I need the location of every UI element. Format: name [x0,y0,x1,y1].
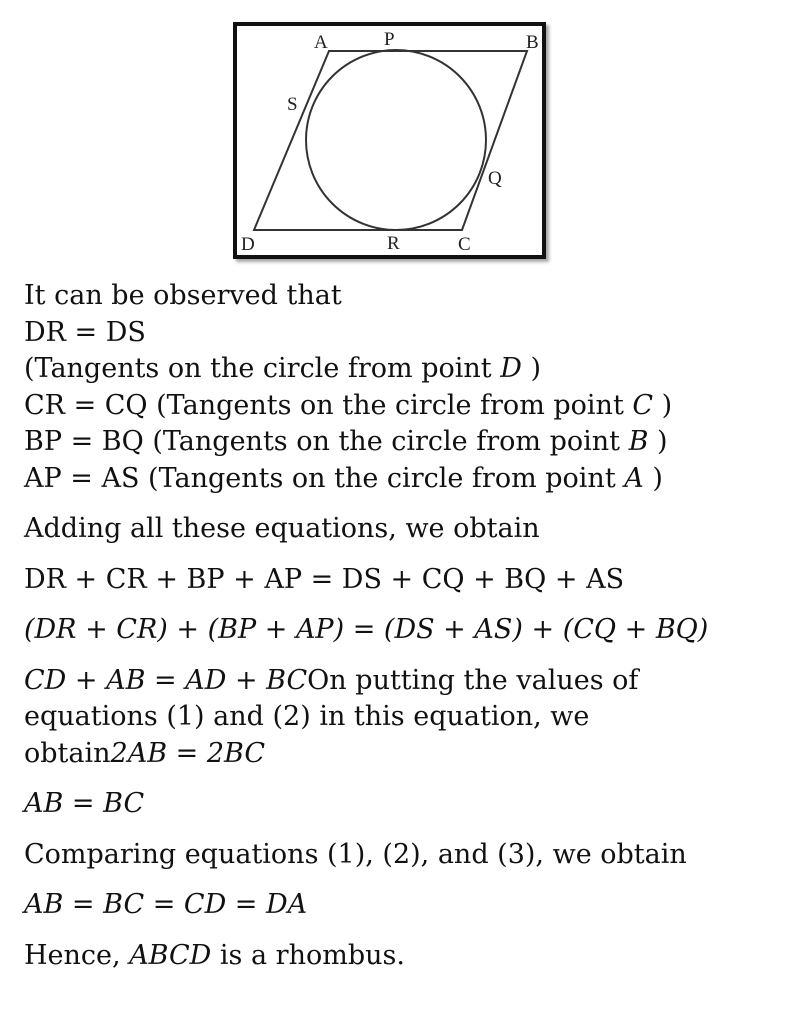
var-c: C [632,389,654,421]
text-span: ) [648,426,668,457]
label-s: S [287,94,298,115]
equation-dr-ds: DR = DS [24,316,146,348]
label-d: D [241,234,255,255]
text-span: On putting the values of [307,664,639,696]
text-span: obtain [24,737,111,769]
label-r: R [387,233,400,254]
solution-text [24,278,774,974]
diagram-svg [237,26,542,255]
equation-ap-as [24,461,774,498]
var-d: D [500,353,522,384]
equation-sum: DR + CR + BP + AP = DS + CQ + BQ + AS [24,563,625,595]
inscribed-circle [306,50,486,230]
var-a: A [624,462,644,494]
text-span: Hence, [24,939,130,971]
text-span: is a rhombus. [211,939,405,971]
text-span: (Tangents on the circle from point [24,353,501,384]
equation-cr-cq [24,388,774,425]
math-span: CD + AB = AD + BC [24,664,308,696]
text-comparing: Comparing equations (1), (2), and (3), we obtain [24,838,687,870]
text-span: ) [521,353,541,384]
label-p: P [384,29,395,50]
conclusion-rhombus [24,938,774,975]
equation-2ab [24,736,774,773]
text-span: ) [643,462,663,494]
equation-bp-bq [24,424,774,461]
equation-ab-bc: AB = BC [24,788,145,819]
label-a: A [314,32,328,53]
equation-all-equal: AB = BC = CD = DA [24,889,308,920]
reason-point-d [24,351,774,388]
equation-grouped: (DR + CR) + (BP + AP) = (DS + AS) + (CQ + BQ) [24,614,709,645]
text-adding: Adding all these equations, we obtain [24,513,540,544]
label-q: Q [488,168,502,189]
text-span: AP = AS (Tangents on the circle from point [24,462,625,494]
text-equations-ref: equations (1) and (2) in this equation, we [24,701,590,732]
math-span: 2AB = 2BC [110,737,266,769]
label-c: C [458,234,471,255]
equation-cd-ab [24,663,774,700]
var-b: B [628,426,649,457]
text-span: BP = BQ (Tangents on the circle from point [24,426,629,457]
text-span: CR = CQ (Tangents on the circle from point [24,389,633,421]
text-span: ) [653,389,673,421]
figure-rhombus-circle [233,22,546,259]
text-line-1: It can be observed that [24,280,342,311]
label-b: B [526,32,539,53]
math-span: ABCD [129,939,212,971]
